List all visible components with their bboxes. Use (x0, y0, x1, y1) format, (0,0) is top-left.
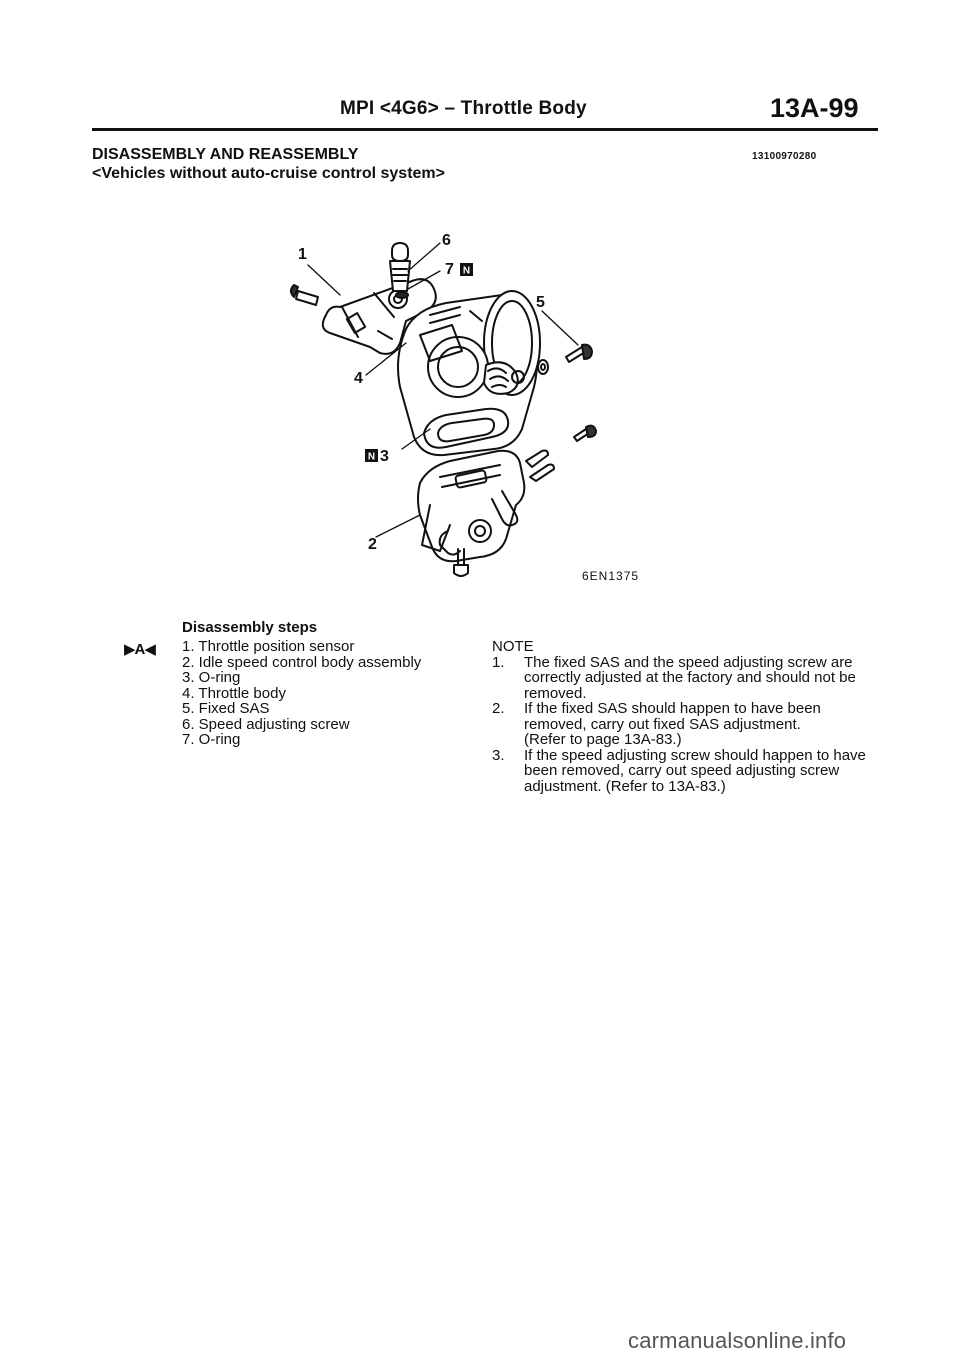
note-item (492, 701, 877, 748)
note-block (492, 639, 877, 794)
note-line: (Refer to page 13A-83.) (524, 731, 682, 748)
callout-label-3: 3 (380, 448, 389, 465)
new-part-mark-7-label: N (462, 265, 471, 277)
note-line: The fixed SAS and the speed adjusting screw are (524, 653, 853, 671)
step-item: 5. Fixed SAS (182, 700, 270, 717)
throttle-body-exploded-diagram (280, 215, 680, 605)
callout-label-2: 2 (368, 536, 377, 553)
section-subtitle: <Vehicles without auto-cruise control system> (92, 165, 445, 182)
callout-label-4: 4 (354, 370, 363, 387)
speed-adjusting-screw-drawing (390, 243, 410, 298)
note-heading: NOTE (492, 638, 534, 655)
note-line: adjustment. (Refer to 13A-83.) (524, 777, 726, 795)
disassembly-steps-list (182, 639, 421, 748)
site-watermark[interactable]: carmanualsonline.info (628, 1328, 847, 1353)
note-number: 3. (492, 746, 505, 764)
note-line: been removed, carry out speed adjusting screw (524, 762, 840, 779)
callout-label-1: 1 (298, 246, 307, 263)
note-item (492, 748, 877, 795)
section-title: DISASSEMBLY AND REASSEMBLY (92, 146, 359, 163)
document-code: 13100970280 (752, 151, 817, 162)
callout-label-6: 6 (442, 232, 451, 249)
note-line: removed. (524, 684, 587, 702)
step-item: 4. Throttle body (182, 684, 286, 702)
header-rule (92, 128, 878, 131)
note-line: If the speed adjusting screw should happen to have (524, 746, 866, 764)
note-item (492, 655, 877, 702)
page-number: 13A-99 (770, 93, 859, 123)
new-part-mark-3-label: N (367, 451, 376, 463)
note-number: 2. (492, 700, 505, 717)
figure-id: 6EN1375 (582, 569, 640, 583)
idle-speed-control-body-drawing (418, 451, 524, 561)
disassembly-steps-heading: Disassembly steps (182, 619, 318, 636)
step-item: 1. Throttle position sensor (182, 638, 355, 655)
service-point-mark: ▶A◀ (124, 641, 155, 658)
step-item: 6. Speed adjusting screw (182, 715, 350, 733)
step-item: 2. Idle speed control body assembly (182, 653, 422, 671)
note-number: 1. (492, 653, 505, 671)
page-header-title: MPI <4G6> – Throttle Body (340, 98, 587, 119)
callout-label-7: 7 (445, 261, 454, 278)
callout-label-5: 5 (536, 294, 545, 311)
note-line: If the fixed SAS should happen to have been (524, 700, 821, 717)
step-item: 3. O-ring (182, 669, 241, 686)
note-line: correctly adjusted at the factory and should not be (524, 669, 856, 686)
fixed-sas-drawing (538, 345, 592, 374)
note-line: removed, carry out fixed SAS adjustment. (524, 715, 801, 733)
step-item: 7. O-ring (182, 731, 241, 748)
